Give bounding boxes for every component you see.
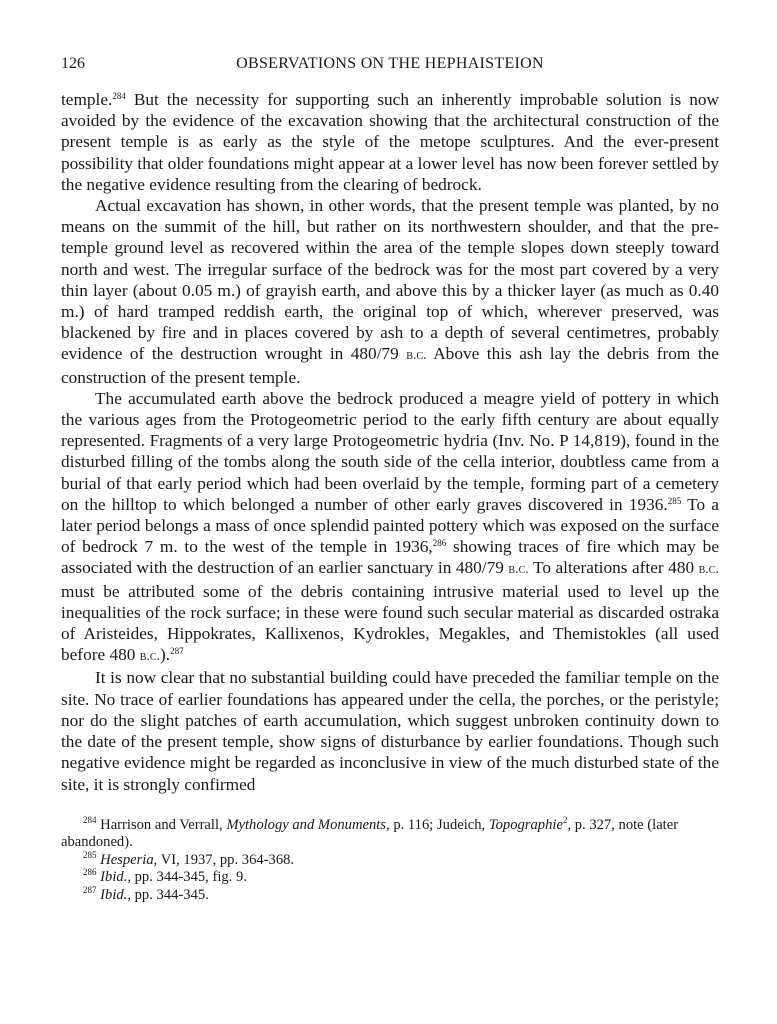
paragraph-3 (61, 388, 719, 668)
footnote-mark: 285 (83, 849, 97, 860)
text-run: , VI, 1937, pp. 364-368. (153, 851, 295, 868)
text-run: ). (160, 645, 171, 665)
text-run: showing traces of fire which may be associated with the destruction of an earlier sanctuary in 480/79 (61, 537, 719, 578)
text-run: must be attributed some of the debris containing intrusive material used to level up the inequalities of the rock surface; in these were found such secular material as discarded ostraka of Aristeides, Hippokrates, Kallixenos, Kydrokles, Megakles, and Themistokles (all used before 480 (61, 581, 719, 665)
footnote-ref-284[interactable]: 284 (112, 91, 126, 101)
paragraph-1 (61, 89, 719, 195)
edition-mark: 2 (562, 814, 568, 825)
text-run: , p. 327, note (later abandoned). (61, 816, 679, 851)
text-run: Harrison and Verrall, (96, 816, 227, 833)
era-abbrev: b.c. (406, 348, 427, 364)
citation-title: Ibid. (100, 869, 128, 886)
page (61, 55, 719, 904)
text-run: , p. 116; Judeich, (386, 816, 489, 833)
era-abbrev: b.c. (508, 562, 529, 578)
text-run: Actual excavation has shown, in other words, that the present temple was planted, by no means on the summit of the hill, but rather on its northwestern shoulder, and that the pre-temple ground level as recovered within the area of the temple slopes down steeply toward north and west. The irregular surface of the bedrock was for the most part covered by a very thin layer (about 0.05 m.) of grayish earth, and above this by a thicker layer (as much as 0.40 m.) of hard tramped reddish earth, the original top of which, wherever preserved, was blackened by fire and in places covered by ash to a depth of several centimetres, probably evidence of the destruction wrought in 480/79 (61, 196, 719, 364)
footnote-285 (61, 849, 719, 870)
paragraph-4 (61, 667, 719, 794)
body-text (61, 89, 719, 795)
footnote-ref-285[interactable]: 285 (667, 495, 682, 506)
citation-title: Ibid. (100, 886, 128, 903)
text-run: To a later period belongs a mass of once splendid painted pottery which was exposed on the surface of bedrock 7 m. to the west of the temple in 1936, (61, 494, 719, 557)
paragraph-2 (61, 195, 719, 388)
citation-title: Topographie (488, 816, 563, 833)
footnote-287 (61, 884, 719, 905)
text-run: , pp. 344-345. (127, 886, 209, 903)
citation-title: Mythology and Monuments (226, 816, 387, 833)
footnote-286 (61, 869, 719, 887)
footnote-mark: 287 (83, 884, 97, 895)
text-run: Above this ash lay the debris from the construction of the present temple. (61, 344, 719, 387)
citation-title: Hesperia (100, 851, 154, 868)
page-header (61, 55, 719, 81)
footnotes (61, 814, 719, 905)
text-run: But the necessity for supporting such an inherently improbable solution is now avoided by the evidence of the excavation showing that the architectural construction of the present temple is as early as the style of the metope sculptures. And the ever-present possibility that older foundations might appear at a lower level has now been forever settled by the negative evidence resulting from the clearing of bedrock. (61, 90, 719, 194)
footnote-ref-287[interactable]: 287 (170, 646, 184, 657)
footnote-mark: 284 (83, 814, 97, 825)
footnote-284 (61, 814, 719, 852)
text-run: , pp. 344-345, fig. 9. (127, 869, 247, 886)
text-run: The accumulated earth above the bedrock produced a meagre yield of pottery in which the various ages from the Protogeometric period to the early fifth century are about equally represented. Fragments of a very large Protogeometric hydria (Inv. No. P 14,819), found in the disturbed filling of the tombs along the south side of the cella interior, doubtless came from a burial of that early period which had been overlaid by the temple, forming part of a cemetery on the hilltop to which belonged a number of other early graves discovered in 1936. (61, 388, 719, 514)
footnote-mark: 286 (83, 867, 97, 878)
text-run: To alterations after 480 (528, 558, 699, 578)
running-title: OBSERVATIONS ON THE HEPHAISTEION (236, 55, 544, 72)
era-abbrev: b.c. (698, 562, 719, 578)
footnote-ref-286[interactable]: 286 (432, 538, 447, 549)
text-run: temple. (61, 90, 113, 109)
text-run: It is now clear that no substantial building could have preceded the familiar temple on the site. No trace of earlier foundations has appeared under the cella, the porches, or the peristyle; nor do the slight patches of earth accumulation, which suggest unbroken continuity down to the date of the present temple, show signs of disturbance by earlier foundations. Though such negative evidence might be regarded as inconclusive in view of the much disturbed state of the site, it is strongly confirmed (61, 668, 719, 794)
page-number: 126 (61, 55, 85, 72)
era-abbrev: b.c. (139, 649, 161, 665)
